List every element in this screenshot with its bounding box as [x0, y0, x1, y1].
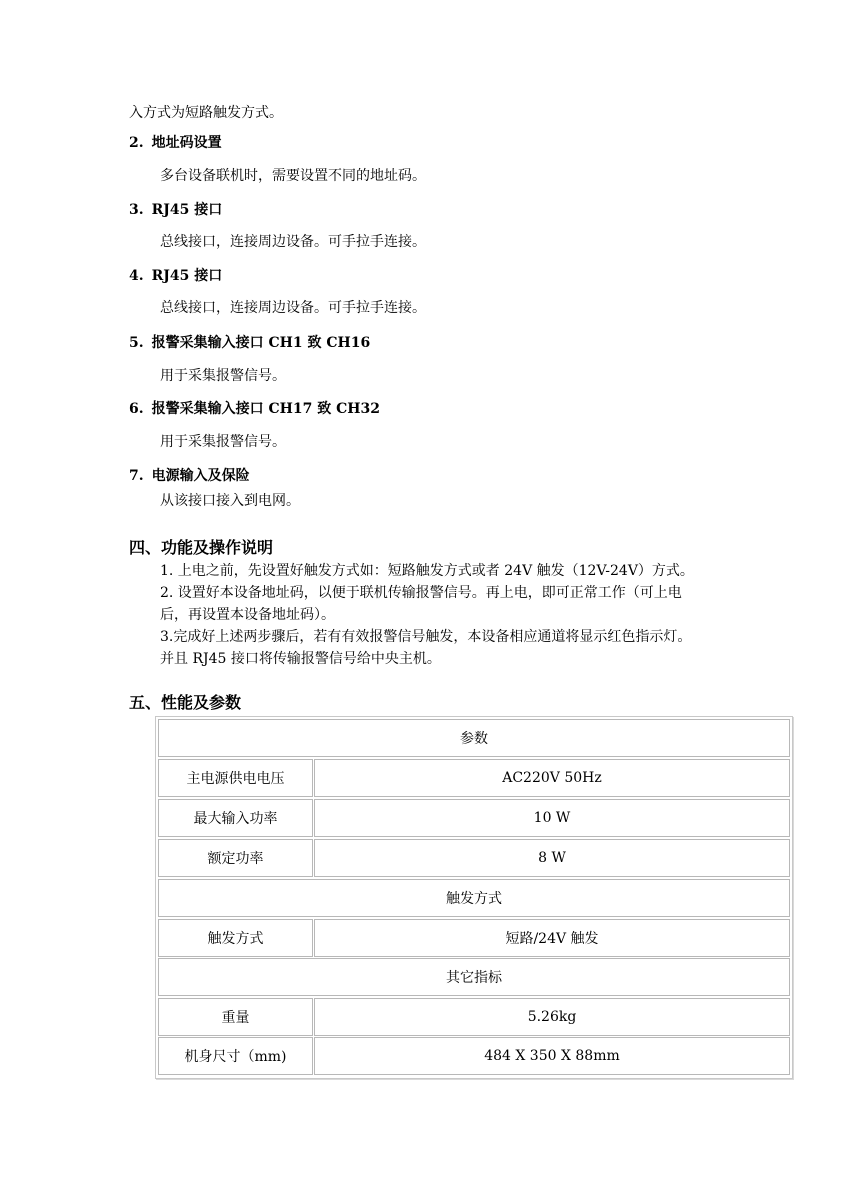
section-heading-alarm-ch17-32	[129, 399, 380, 419]
table-section-header: 参数	[158, 719, 790, 757]
section-body: 多台设备联机时，需要设置不同的地址码。	[160, 168, 426, 184]
table-label-cell: 触发方式	[158, 919, 313, 957]
section-number: 2.	[129, 135, 144, 151]
table-label-cell: 额定功率	[158, 839, 313, 877]
section-body: 用于采集报警信号。	[160, 368, 286, 384]
table-label-cell: 重量	[158, 998, 313, 1036]
heading-function-operation: 四、功能及操作说明	[129, 538, 274, 557]
table-row	[158, 759, 790, 797]
table-row	[158, 919, 790, 957]
section-number: 5.	[129, 335, 144, 351]
table-label-cell: 最大输入功率	[158, 799, 313, 837]
section-number: 6.	[129, 401, 144, 417]
table-section-header-row	[158, 879, 790, 917]
section-title: 地址码设置	[151, 135, 222, 151]
heading-performance-parameters: 五、性能及参数	[129, 693, 242, 712]
table-row	[158, 998, 790, 1036]
section-title: RJ45 接口	[151, 202, 223, 218]
paragraph-line: 3.完成好上述两步骤后，若有有效报警信号触发，本设备相应通道将显示红色指示灯。	[160, 629, 692, 645]
table-value-cell: 5.26kg	[314, 998, 790, 1036]
table-value-cell: 10 W	[314, 799, 790, 837]
section-title: 电源输入及保险	[151, 468, 250, 484]
section-title: RJ45 接口	[151, 268, 223, 284]
section-heading-rj45-a	[129, 200, 222, 220]
table-label-cell: 机身尺寸（mm)	[158, 1037, 313, 1075]
section-heading-power-input	[129, 466, 250, 486]
section-heading-address-code	[129, 133, 222, 153]
table-value-cell: 8 W	[314, 839, 790, 877]
paragraph-line: 后，再设置本设备地址码）。	[160, 607, 335, 623]
section-heading-rj45-b	[129, 266, 222, 286]
table-row	[158, 799, 790, 837]
section-title: 报警采集输入接口 CH17 致 CH32	[151, 401, 380, 417]
parameters-table	[155, 716, 793, 1079]
paragraph-line: 并且 RJ45 接口将传输报警信号给中央主机。	[160, 651, 441, 667]
intro-line: 入方式为短路触发方式。	[129, 105, 283, 121]
table-value-cell: 484 X 350 X 88mm	[314, 1037, 790, 1075]
section-number: 3.	[129, 202, 144, 218]
section-heading-alarm-ch1-16	[129, 333, 370, 353]
section-number: 4.	[129, 268, 144, 284]
paragraph-line: 1. 上电之前，先设置好触发方式如：短路触发方式或者 24V 触发（12V-24V）方式。	[160, 563, 694, 579]
table-section-header: 其它指标	[158, 958, 790, 996]
paragraph-line: 2. 设置好本设备地址码，以便于联机传输报警信号。再上电，即可正常工作（可上电	[160, 585, 682, 601]
table-label-cell: 主电源供电电压	[158, 759, 313, 797]
table-value-cell: AC220V 50Hz	[314, 759, 790, 797]
table-row	[158, 1037, 790, 1075]
table-row	[158, 839, 790, 877]
section-title: 报警采集输入接口 CH1 致 CH16	[151, 335, 371, 351]
section-number: 7.	[129, 468, 144, 484]
section-body: 从该接口接入到电网。	[160, 493, 300, 509]
table-section-header-row	[158, 958, 790, 996]
section-body: 总线接口，连接周边设备。可手拉手连接。	[160, 234, 426, 250]
table-section-header-row	[158, 719, 790, 757]
section-body: 用于采集报警信号。	[160, 434, 286, 450]
table-section-header: 触发方式	[158, 879, 790, 917]
section-body: 总线接口，连接周边设备。可手拉手连接。	[160, 300, 426, 316]
table-value-cell: 短路/24V 触发	[314, 919, 790, 957]
